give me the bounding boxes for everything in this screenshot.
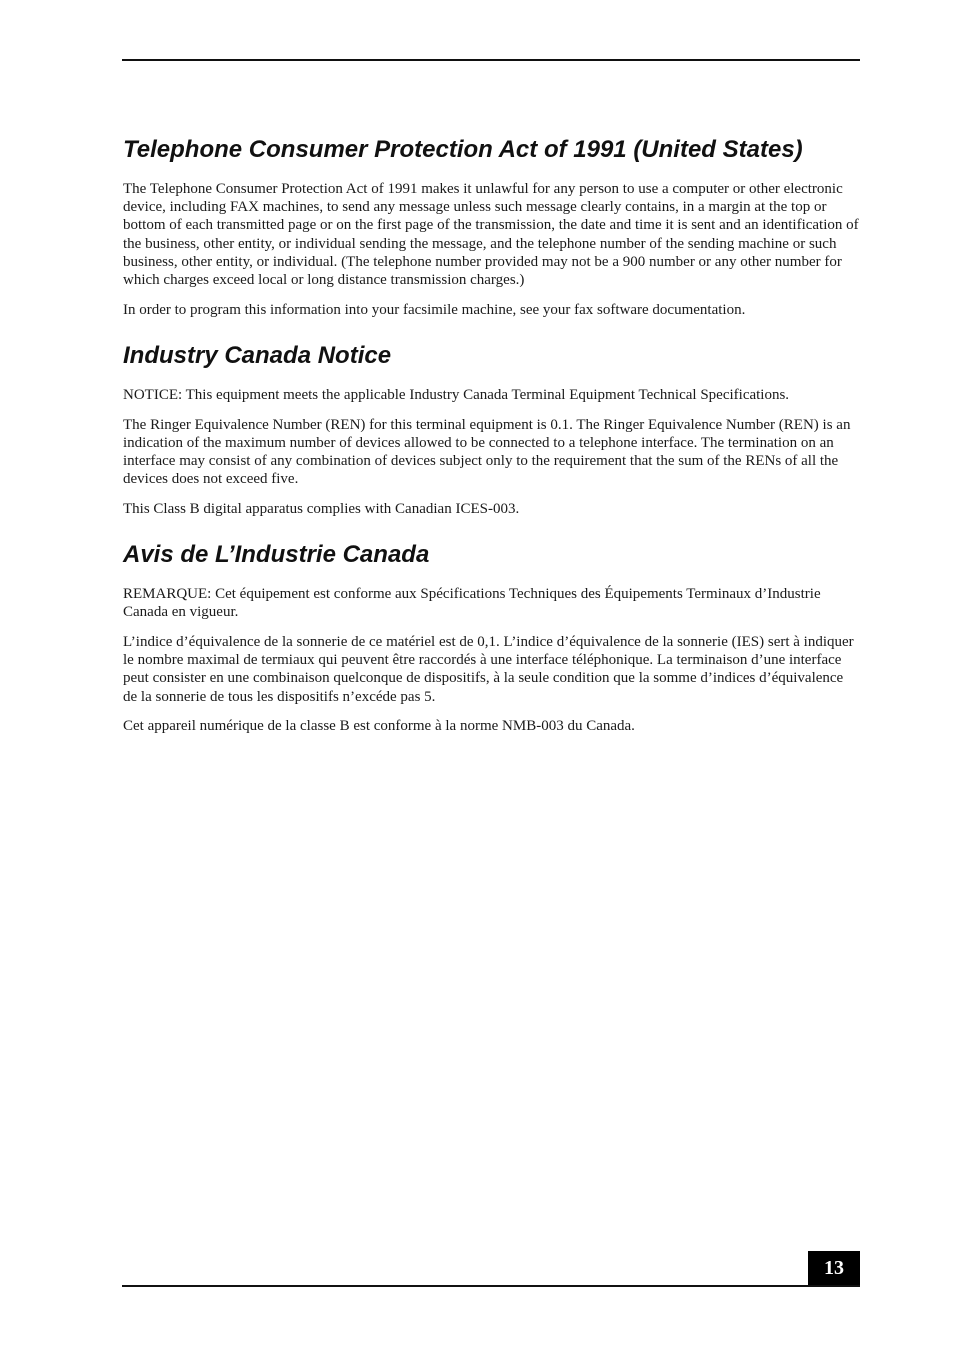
paragraph: L’indice d’équivalence de la sonnerie de ce matériel est de 0,1. L’indice d’équivalence de la sonnerie (IES) sert à indiquer le nombre maximal de termiaux qui peuvent être raccordés à une interface téléphonique. La terminaison d’une interface peut consister en une combinaison quelconque de dispositifs, à la seule condition que la somme d’indices d’équivalence de la sonnerie de tous les dispositifs n’excéde pas 5. xyxy=(123,634,854,705)
header-rule xyxy=(122,59,860,61)
paragraph: The Ringer Equivalence Number (REN) for this terminal equipment is 0.1. The Ringer Equivalence Number (REN) is an indication of the maximum number of devices allowed to be connected to a telephone interface. The termination on an interface may consist of any combination of devices subject only to the requirement that the sum of the RENs of all the devices does not exceed five. xyxy=(123,416,851,488)
section-industry-canada-notice xyxy=(123,340,859,518)
page-number: 13 xyxy=(808,1251,860,1286)
footer-rule xyxy=(122,1285,860,1287)
paragraph: In order to program this information into your facsimile machine, see your fax software documentation. xyxy=(123,301,746,318)
paragraph: This Class B digital apparatus complies with Canadian ICES-003. xyxy=(123,500,520,517)
section-heading: Industry Canada Notice xyxy=(123,341,392,369)
section-tcpa xyxy=(123,134,859,319)
page-content xyxy=(123,134,859,747)
section-avis-industrie-canada xyxy=(123,539,859,735)
paragraph: NOTICE: This equipment meets the applicable Industry Canada Terminal Equipment Technical Specifications. xyxy=(123,386,790,403)
section-heading: Telephone Consumer Protection Act of 1991 (United States) xyxy=(123,136,803,163)
paragraph: Cet appareil numérique de la classe B est conforme à la norme NMB-003 du Canada. xyxy=(123,718,635,735)
paragraph: The Telephone Consumer Protection Act of 1991 makes it unlawful for any person to use a computer or other electronic device, including FAX machines, to send any message unless such message clearly contains, in a margin at the top or bottom of each transmitted page or on the first page of the transmission, the date and time it is sent and an identification of the business, other entity, or individual sending the message, and the telephone number of the sending machine or such business, other entity, or individual. (The telephone number provided may not be a 900 number or any other number for which charges exceed local or long distance transmission charges.) xyxy=(123,181,859,289)
paragraph: REMARQUE: Cet équipement est conforme aux Spécifications Techniques des Équipements Terminaux d’Industrie Canada en vigueur. xyxy=(123,586,821,621)
section-heading: Avis de L’Industrie Canada xyxy=(123,541,430,569)
